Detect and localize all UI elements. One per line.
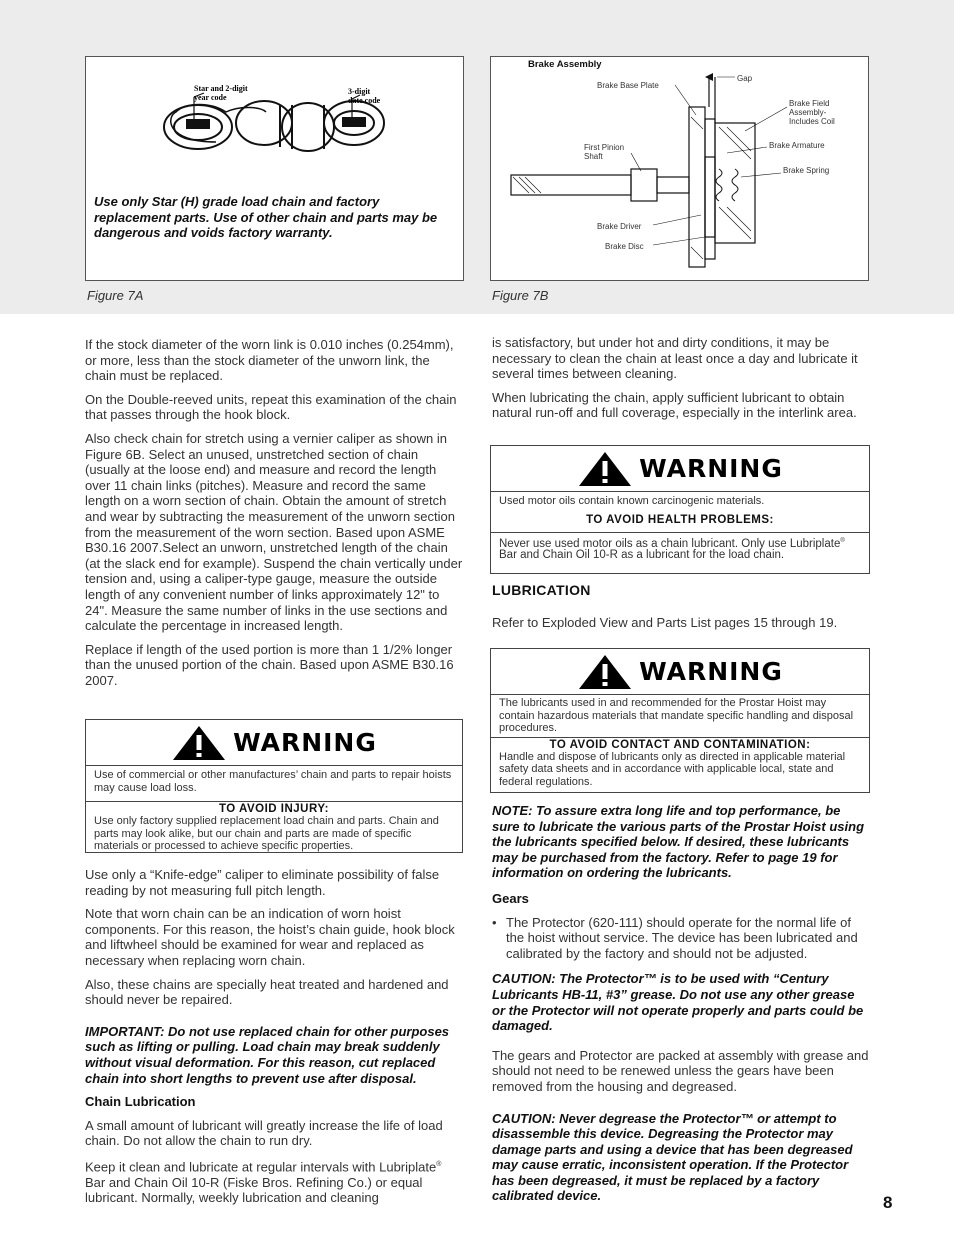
avoid-heading: TO AVOID INJURY: <box>218 803 330 815</box>
paragraph: Replace if length of the used portion is more than 1 1/2% longer than the unused portion of the chain. Based upon ASME B30.16 2007. <box>85 641 454 688</box>
figure-7b-caption: Figure 7B <box>492 288 549 303</box>
date-code-label: date code <box>348 96 381 105</box>
paragraph: Also, these chains are specially heat treated and hardened and should never be repaired. <box>85 976 449 1008</box>
right-column-lower <box>492 803 869 1212</box>
page-number: 8 <box>883 1193 893 1212</box>
star-code-label: Star and 2-digit <box>194 84 248 93</box>
warning-triangle-icon <box>577 654 633 690</box>
avoid-heading: TO AVOID CONTACT AND CONTAMINATION: <box>549 738 811 751</box>
paragraph: When lubricating the chain, apply sufficient lubricant to obtain natural run-off and full coverage, especially in the interlink area. <box>492 389 857 421</box>
paragraph: Note that worn chain can be an indication of worn hoist components. For this reason, the hoist’s chain guide, hook block and liftwheel should be examined for wear and replaced as necessary when replacing worn chain. <box>85 906 455 968</box>
warning-box-health <box>490 445 870 574</box>
warning-triangle-icon <box>577 451 633 487</box>
gears-heading: Gears <box>492 890 529 906</box>
hazard-text: Used motor oils contain known carcinogenic materials. <box>499 495 765 507</box>
warning-word: WARNING <box>233 728 377 757</box>
paragraph: Refer to Exploded View and Parts List pages 15 through 19. <box>492 614 838 630</box>
bullet-icon: • <box>492 914 497 930</box>
instruction-text: Use only factory supplied replacement load chain and parts. Chain and parts may look alike, but our chain and parts are made of specific materials or processed to achieve specific properties. <box>94 815 439 852</box>
paragraph <box>85 1157 463 1206</box>
figure-7a <box>85 56 464 281</box>
paragraph: Use only a “Knife-edge” caliper to eliminate possibility of false reading by not measuring full pitch length. <box>85 867 440 898</box>
left-column-lower <box>85 867 463 1214</box>
bullet-text: The Protector (620-111) should operate for the normal life of the hoist without service. The device has been lubricated and calibrated by the factory and should not be adjusted. <box>506 914 858 961</box>
lubrication-section <box>492 583 869 638</box>
instruction-text <box>491 533 869 564</box>
warning-word: WARNING <box>639 454 783 483</box>
label-brake-base-plate: Brake Base Plate <box>597 81 659 90</box>
label-brake-field-l1: Brake Field <box>789 99 830 108</box>
registered-mark: ® <box>436 1160 442 1168</box>
paragraph: On the Double-reeved units, repeat this examination of the chain that passes through the hook block. <box>85 391 457 423</box>
avoid-heading: TO AVOID HEALTH PROBLEMS: <box>586 513 774 526</box>
warning-header <box>86 720 462 766</box>
figure-7a-caption: Figure 7A <box>87 288 144 303</box>
note: NOTE: To assure extra long life and top performance, be sure to lubricate the various parts of the Prostar Hoist using the lubricants specified below. If desired, these lubricants may be purchased from the factory. Refer to page 19 for information on ordering the lubricants. <box>492 803 865 881</box>
text-span: Never use used motor oils as a chain lubricant. Only use Lubriplate <box>499 537 841 550</box>
text-span: Keep it clean and lubricate at regular intervals with Lubriplate <box>85 1159 437 1175</box>
warning-header <box>491 649 869 695</box>
lubrication-heading: LUBRICATION <box>492 582 591 598</box>
paragraph: A small amount of lubricant will greatly increase the life of load chain. Do not allow the chain to run dry. <box>85 1117 443 1149</box>
label-first-pinion-l2: Shaft <box>584 152 603 161</box>
warning-word: WARNING <box>639 657 783 686</box>
important-note: IMPORTANT: Do not use replaced chain for other purposes such as lifting or pulling. Load chain may break suddenly without visual deformation. For this reason, cut replaced chain into short lengths to prevent use after disposal. <box>85 1023 450 1086</box>
left-column <box>85 337 463 696</box>
figure-7a-warning: Use only Star (H) grade load chain and factory replacement parts. Use of other chain and parts may be dangerous and voids factory warranty. <box>94 194 438 240</box>
warning-header <box>491 446 869 492</box>
label-brake-disc: Brake Disc <box>605 242 644 251</box>
chain-lubrication-heading: Chain Lubrication <box>85 1094 196 1110</box>
paragraph: If the stock diameter of the worn link is 0.010 inches (0.254mm), or more, less than the stock diameter of the unworn link, the chain must be replaced. <box>85 337 454 384</box>
three-digit-label: 3-digit <box>348 87 371 96</box>
label-brake-armature: Brake Armature <box>769 141 825 150</box>
caution-grease: CAUTION: The Protector™ is to be used with “Century Lubricants HB-11, #3” grease. Do not use any other grease or the Protector will not operate properly and parts could be damaged. <box>492 971 864 1034</box>
hazard-text: Use of commercial or other manufactures’ chain and parts to repair hoists may cause load loss. <box>94 769 452 794</box>
brake-assembly-diagram <box>491 57 868 280</box>
paragraph: Also check chain for stretch using a vernier caliper as shown in Figure 6B. Select an unused, unstretched section of chain (usually at the loose end) and measure and record the length over 11 chain links (pitches). Measure and record the same length on a worn section of chain. Obtain the amount of stretch and wear by subtracting the measurement of the unworn section from the measurement of the worn section. Based upon ASME B30.16 2007.Select an unworn, unstretched length of the chain (at the slack end for example). Suspend the chain vertically under tension and, using a caliper-type gauge, measure the outside length of any convenient number of links approximately 12" to 24". Measure the same number of links in the use sections and calculate the percentage in increased length. <box>85 430 463 634</box>
text-span: Bar and Chain Oil 10-R (Fiske Bros. Refining Co.) or equal lubricant. Normally, weekly lubrication and cleaning <box>85 1174 423 1206</box>
label-brake-driver: Brake Driver <box>597 222 642 231</box>
brake-assembly-title: Brake Assembly <box>528 59 602 70</box>
chain-diagram <box>86 57 463 187</box>
year-code-label: year code <box>194 93 227 102</box>
caution-degrease: CAUTION: Never degrease the Protector™ or attempt to disassemble this device. Degreasing the Protector may damage parts and using a device that has been degreased may cause erratic, inconsistent operation. If the Protector has been degreased, it must be replaced by a factory calibrated device. <box>492 1110 853 1204</box>
gears-bullet <box>492 915 869 962</box>
label-brake-field-l3: Includes Coil <box>789 117 835 126</box>
paragraph: The gears and Protector are packed at assembly with grease and should not need to be renewed unless the gears have been removed from the housing and degreased. <box>492 1047 869 1094</box>
label-brake-field-l2: Assembly- <box>789 108 827 117</box>
paragraph: is satisfactory, but under hot and dirty conditions, it may be necessary to clean the chain at least once a day and lubricate it several times between cleaning. <box>492 335 858 382</box>
warning-box-injury <box>85 719 463 853</box>
warning-triangle-icon <box>171 725 227 761</box>
label-brake-spring: Brake Spring <box>783 166 830 175</box>
label-first-pinion-l1: First Pinion <box>584 143 625 152</box>
hazard-text: The lubricants used in and recommended for the Prostar Hoist may contain hazardous materials that mandate specific handling and disposal procedures. <box>499 697 854 734</box>
instruction-text: Handle and dispose of lubricants only as directed in applicable material safety data sheets and in accordance with applicable local, state and federal regulations. <box>499 750 846 788</box>
text-span: Bar and Chain Oil 10-R as a lubricant for the load chain. <box>499 549 785 562</box>
figure-7b <box>490 56 869 281</box>
registered-mark: ® <box>840 537 845 544</box>
right-column <box>492 335 869 429</box>
warning-box-contact <box>490 648 870 793</box>
label-gap: Gap <box>737 74 753 83</box>
